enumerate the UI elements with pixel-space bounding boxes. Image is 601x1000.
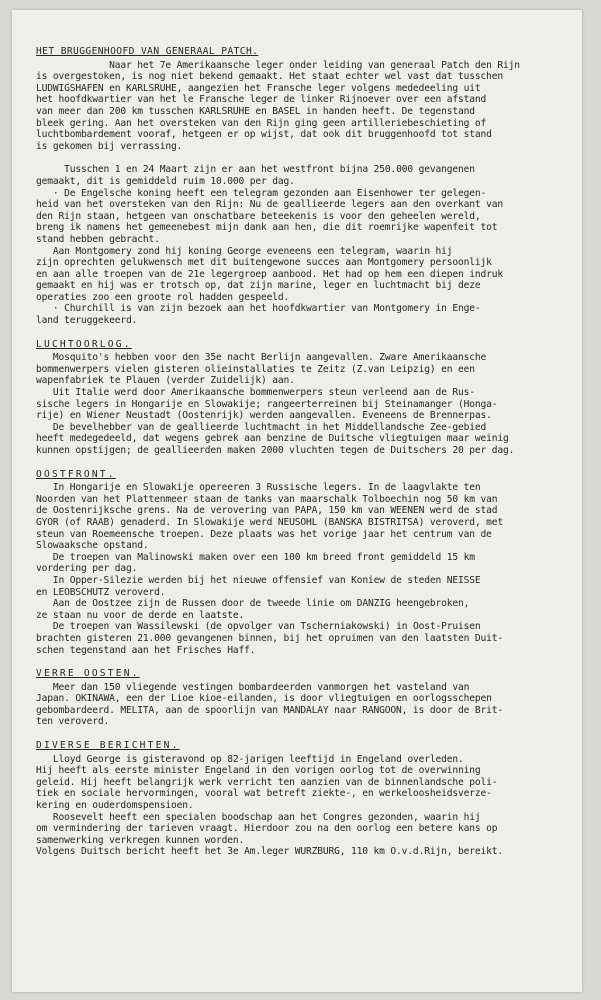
section-westfront — [36, 164, 580, 326]
document-sheet — [12, 10, 582, 992]
section-paragraph: Tusschen 1 en 24 Maart zijn er aan het westfront bijna 250.000 gevangenen gemaakt, dit is gemiddeld ruim 10.000 per dag. · De Engelsche koning heeft een telegram gezonden aan Eisenhower ter gelegen- heid van het oversteken van den Rijn: Nu de geallieerde legers aan den overkant van den Rijn staan, hetgeen van onschatbare beteekenis is voor den geheelen wereld, breng ik namens het gemeenebest mijn dank aan hen, die dit roemrijke wapenfeit tot stand hebben gebracht. Aan Montgomery zond hij koning George eveneens een telegram, waarin hij zijn oprechten gelukwensch met dit buitengewone succes aan Montgomery persoonlijk en aan alle troepen van de 21e legergroep aanbood. Het had op hem een diepen indruk gemaakt en hij was er trotsch op, dat zijn marine, leger en luchtmacht bij deze operaties zoo een groote rol hadden gespeeld. · Churchill is van zijn bezoek aan het hoofdkwartier van Montgomery in Enge- land teruggekeerd. — [36, 164, 503, 327]
section-miscellaneous — [36, 740, 580, 858]
section-paragraph: Lloyd George is gisteravond op 82-jarigen leeftijd in Engeland overleden. Hij heeft als eerste minister Engeland in den vorigen oorlog tot de overwinning geleid. Hij heeft belangrijk werk verricht ten aanzien van de binnenlandsche poli- tiek en sociale hervormingen, vooral wat betreft ziekte-, en werkeloosheidsverze- kering en ouderdomspensioen. Roosevelt heeft een specialen boodschap aan het Congres gezonden, waarin hij om vermindering der tarieven vraagt. Hierdoor zou na den oorlog een betere kans op samenwerking verkregen kunnen worden. Volgens Duitsch bericht heeft het 3e Am.leger WURZBURG, 110 km O.v.d.Rijn, bereikt. — [36, 753, 503, 858]
section-paragraph: In Hongarije en Slowakije opereeren 3 Russische legers. In de laagvlakte ten Noorden van het Plattenmeer staan de tanks van maarschalk Tolboechin nog 50 km van de Oostenrijksche grens. Na de verovering van PAPA, 150 km van WEENEN werd de stad GYOR (of RAAB) genaderd. In Slowakije werd NEUSOHL (BANSKA BISTRITSA) veroverd, met steun van Roemeensche troepen. Deze plaats was het vorige jaar het centrum van de Slowaaksche opstand. De troepen van Malinowski maken over een 100 km breed front gemiddeld 15 km vordering per dag. In Opper-Silezie werden bij het nieuwe offensief van Koniew de steden NEISSE en LEOBSCHUTZ veroverd. Aan de Oostzee zijn de Russen door de tweede linie om DANZIG heengebroken, ze staan nu voor de derde en laatste. De troepen van Wassilewski (de opvolger van Tscherniakowski) in Oost-Pruisen brachten gisteren 21.000 gevangenen binnen, bij het opruimen van den laatsten Duit- schen tegenstand aan het Frisches Haff. — [36, 482, 503, 656]
section-air-war — [36, 339, 580, 457]
section-heading: HET BRUGGENHOOFD VAN GENERAAL PATCH. — [36, 46, 259, 57]
section-heading: LUCHTOORLOG. — [36, 338, 132, 350]
section-heading: DIVERSE BERICHTEN. — [36, 740, 180, 752]
section-heading: OOSTFRONT. — [36, 468, 116, 480]
section-eastern-front — [36, 469, 580, 657]
section-paragraph: Mosquito's hebben voor den 35e nacht Berlijn aangevallen. Zware Amerikaansche bommenwerpers vielen gisteren olieinstallaties te Zeitz (Z.van Leipzig) en een wapenfabriek te Plauen (verder Zuidelijk) aan. Uit Italie werd door Amerikaansche bommenwerpers steun verleend aan de Rus- sische legers in Hongarije en Slowakije; rangeerterreinen bij Steinamanger (Honga- rije) en Wiener Neustadt (Oostenrijk) werden aangevallen. Eveneens de Brennerpas. De bevelhebber van de geallieerde luchtmacht in het Middellandsche Zee-gebied heeft medegedeeld, dat wegens gebrek aan benzine de Duitsche vliegtuigen maar weinig kunnen opstijgen; de geallieerden maken 2000 vluchten tegen de Duitschers 20 per dag. — [36, 352, 515, 456]
section-paragraph: Meer dan 150 vliegende vestingen bombardeerden vanmorgen het vasteland van Japan. OKINAWA, een der Lioe kioe-eilanden, is door vliegtuigen en oorlogsschepen gebombardeerd. MELITA, aan de spoorlijn van MANDALAY naar RANGOON, is door de Brit- ten veroverd. — [36, 681, 503, 728]
section-heading: VERRE OOSTEN. — [36, 668, 140, 680]
section-bridgehead — [36, 46, 580, 152]
document-content — [36, 46, 580, 858]
section-far-east — [36, 668, 580, 728]
section-paragraph: Naar het 7e Amerikaansche leger onder leiding van generaal Patch den Rijn is overgestoken, is nog niet bekend gemaakt. Het staat echter wel vast dat tusschen LUDWIGSHAFEN en KARLSRUHE, aangezien het Fransche leger volgens mededeeling uit het hoofdkwartier van het le Fransche leger de linker Rijnoever over een afstand van meer dan 200 km tusschen KARLSRUHE en BASEL in handen heeft. De tegenstand bleek gering. Aan het oversteken van den Rijn ging geen artilleriebeschieting of luchtbombardement vooraf, hetgeen er op wijst, dat ook dit bruggenhoofd tot stand is gekomen bij verrassing. — [36, 59, 520, 152]
